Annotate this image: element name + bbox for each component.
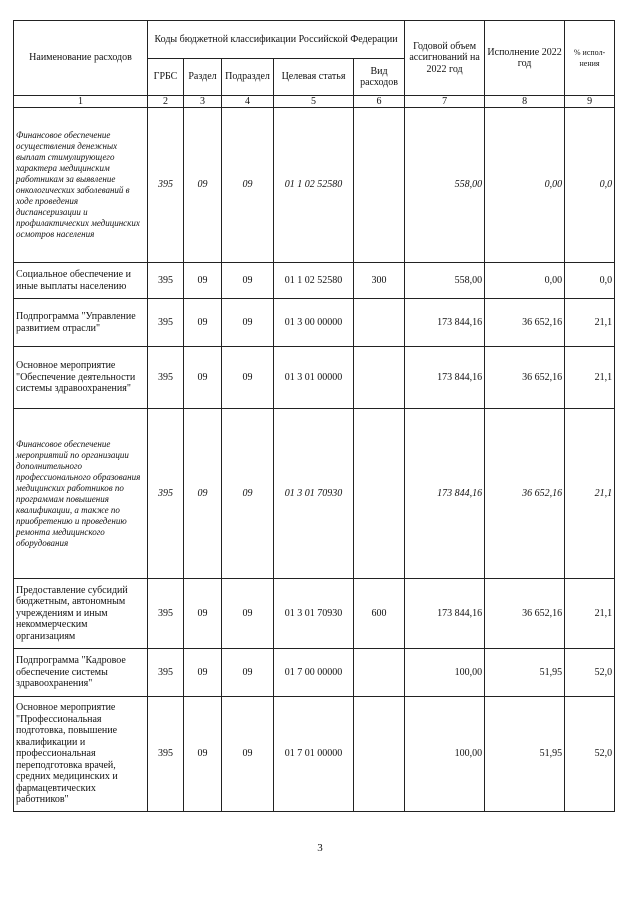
row-godovoy: 173 844,16 [405,299,485,347]
row-vid [354,649,405,697]
row-name: Финансовое обеспечение мероприятий по организации дополнительного профессионального образования медицинских работников по программам повышения квалификации, а также по приобретению и проведению ремонта медицинского оборудования [14,409,148,579]
column-number: 4 [222,96,274,108]
row-ispolnenie: 0,00 [485,108,565,263]
column-number-row [14,96,615,108]
row-ispolnenie: 36 652,16 [485,409,565,579]
row-ispolnenie: 36 652,16 [485,579,565,649]
header-razdel: Раздел [184,59,222,96]
column-number: 7 [405,96,485,108]
row-podrazdel: 09 [222,649,274,697]
row-razdel: 09 [184,649,222,697]
row-razdel: 09 [184,347,222,409]
column-number: 2 [148,96,184,108]
row-godovoy: 100,00 [405,697,485,812]
row-podrazdel: 09 [222,108,274,263]
row-vid [354,299,405,347]
row-grbs: 395 [148,579,184,649]
row-name: Подпрограмма "Управление развитием отрасли" [14,299,148,347]
row-podrazdel: 09 [222,579,274,649]
row-name: Основное мероприятие "Обеспечение деятельности системы здравоохранения" [14,347,148,409]
row-ispolnenie: 51,95 [485,649,565,697]
table-row [14,409,615,579]
table-row [14,299,615,347]
row-percent: 21,1 [565,299,615,347]
header-ispolnenie: Исполнение 2022 год [485,21,565,96]
row-percent: 21,1 [565,347,615,409]
row-name: Социальное обеспечение и иные выплаты населению [14,263,148,299]
table-row [14,649,615,697]
table-row [14,697,615,812]
row-godovoy: 558,00 [405,108,485,263]
column-number: 9 [565,96,615,108]
column-number: 8 [485,96,565,108]
column-number: 3 [184,96,222,108]
row-razdel: 09 [184,108,222,263]
column-number: 5 [274,96,354,108]
row-percent: 52,0 [565,697,615,812]
row-podrazdel: 09 [222,697,274,812]
row-percent: 0,0 [565,263,615,299]
header-percent: % испол-нения [565,21,615,96]
row-godovoy: 173 844,16 [405,347,485,409]
header-codes: Коды бюджетной классификации Российской Федерации [148,21,405,59]
row-ispolnenie: 36 652,16 [485,299,565,347]
table-row [14,263,615,299]
table-row [14,579,615,649]
row-name: Подпрограмма "Кадровое обеспечение системы здравоохранения" [14,649,148,697]
row-razdel: 09 [184,409,222,579]
row-vid: 300 [354,263,405,299]
row-godovoy: 100,00 [405,649,485,697]
column-number: 6 [354,96,405,108]
budget-table [13,20,615,812]
table-row [14,108,615,263]
row-grbs: 395 [148,697,184,812]
page-number: 3 [317,842,323,854]
row-celevaya: 01 1 02 52580 [274,108,354,263]
row-percent: 0,0 [565,108,615,263]
row-ispolnenie: 36 652,16 [485,347,565,409]
row-percent: 52,0 [565,649,615,697]
column-number: 1 [14,96,148,108]
row-razdel: 09 [184,299,222,347]
row-vid [354,697,405,812]
header-podrazdel: Подраздел [222,59,274,96]
row-godovoy: 173 844,16 [405,579,485,649]
row-name: Основное мероприятие "Профессиональная подготовка, повышение квалификации и профессиональная переподготовка врачей, средних медицинских и фармацевтических работников" [14,697,148,812]
row-grbs: 395 [148,409,184,579]
row-vid [354,409,405,579]
row-celevaya: 01 3 01 70930 [274,409,354,579]
header-celevaya: Целевая статья [274,59,354,96]
row-percent: 21,1 [565,579,615,649]
row-grbs: 395 [148,347,184,409]
row-grbs: 395 [148,263,184,299]
row-vid: 600 [354,579,405,649]
row-celevaya: 01 3 01 70930 [274,579,354,649]
row-podrazdel: 09 [222,409,274,579]
table-row [14,347,615,409]
row-vid [354,347,405,409]
header-godovoy: Годовой объем ассигнований на 2022 год [405,21,485,96]
row-celevaya: 01 3 01 00000 [274,347,354,409]
row-celevaya: 01 3 00 00000 [274,299,354,347]
header-name: Наименование расходов [14,21,148,96]
row-razdel: 09 [184,697,222,812]
row-ispolnenie: 51,95 [485,697,565,812]
row-name: Предоставление субсидий бюджетным, автономным учреждениям и иным некоммерческим организациям [14,579,148,649]
row-grbs: 395 [148,299,184,347]
row-celevaya: 01 7 00 00000 [274,649,354,697]
row-godovoy: 173 844,16 [405,409,485,579]
row-razdel: 09 [184,263,222,299]
header-grbs: ГРБС [148,59,184,96]
row-celevaya: 01 7 01 00000 [274,697,354,812]
row-ispolnenie: 0,00 [485,263,565,299]
header-vid: Вид расходов [354,59,405,96]
row-name: Финансовое обеспечение осуществления денежных выплат стимулирующего характера медицинским работникам за выявление онкологических заболеваний в ходе проведения диспансеризации и профилактических медицинских осмотров населения [14,108,148,263]
row-celevaya: 01 1 02 52580 [274,263,354,299]
row-godovoy: 558,00 [405,263,485,299]
row-grbs: 395 [148,649,184,697]
row-razdel: 09 [184,579,222,649]
row-podrazdel: 09 [222,263,274,299]
row-percent: 21,1 [565,409,615,579]
row-podrazdel: 09 [222,299,274,347]
row-podrazdel: 09 [222,347,274,409]
row-grbs: 395 [148,108,184,263]
row-vid [354,108,405,263]
